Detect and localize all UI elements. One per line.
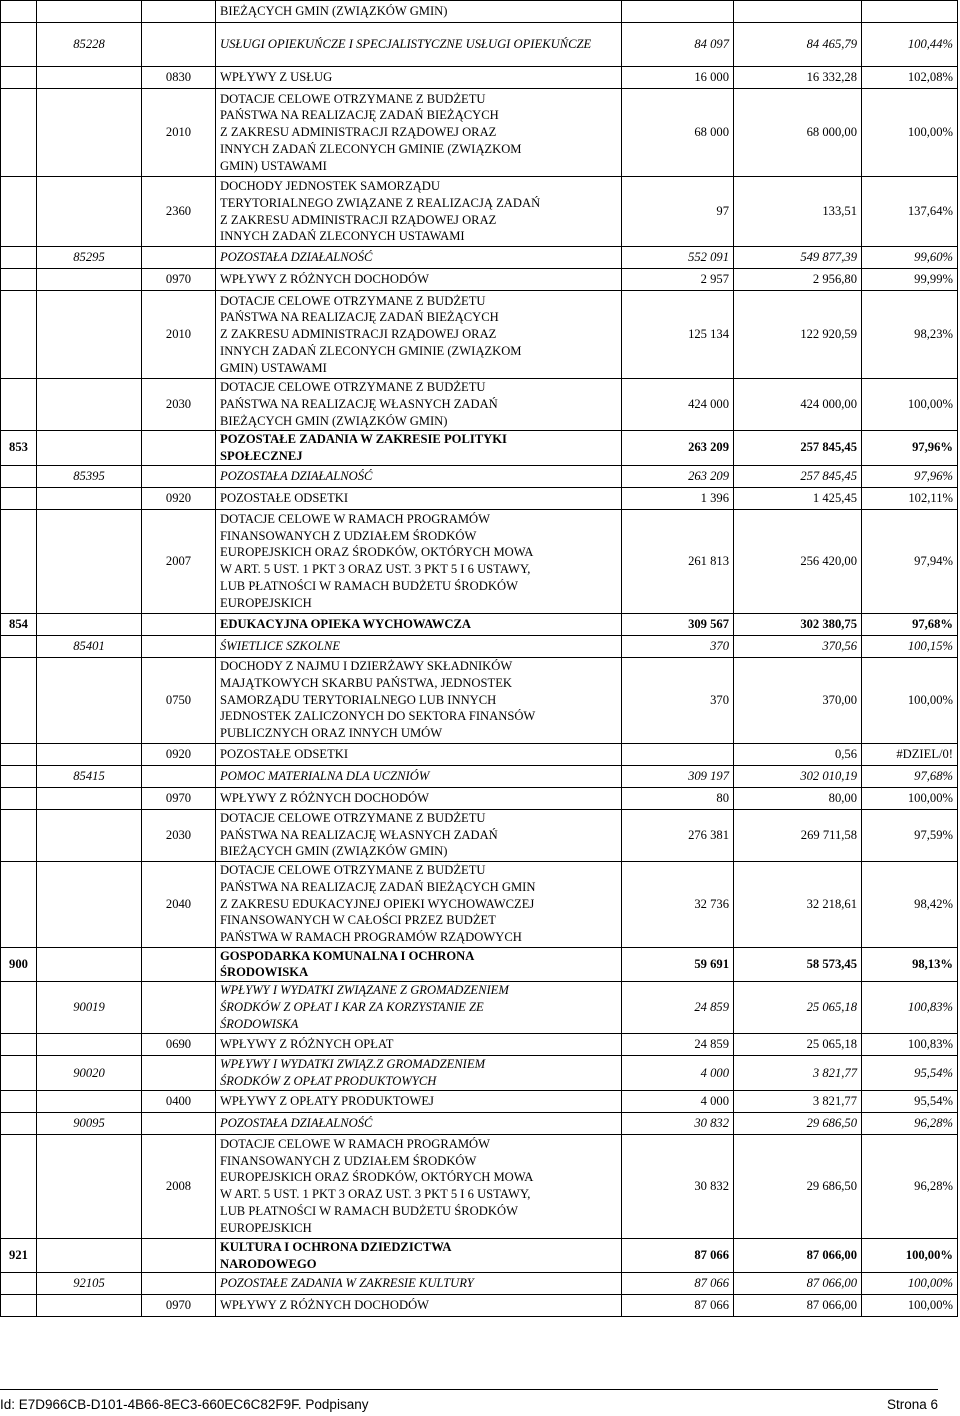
- wykonanie-cell: 133,51: [734, 177, 862, 247]
- paragraf-cell: [142, 613, 216, 635]
- wykonanie-cell: [734, 1, 862, 23]
- plan-cell: 24 859: [622, 982, 734, 1034]
- table-row: [1, 635, 958, 657]
- percent-cell: 100,83%: [862, 982, 958, 1034]
- description-cell: WPŁYWY I WYDATKI ZWIĄZ.Z GROMADZENIEM ŚRODKÓW Z OPŁAT PRODUKTOWYCH: [216, 1056, 622, 1091]
- rozdzial-cell: [37, 1034, 142, 1056]
- wykonanie-cell: 84 465,79: [734, 23, 862, 67]
- rozdzial-cell: 85395: [37, 465, 142, 487]
- dzial-cell: [1, 809, 37, 861]
- description-cell: POZOSTAŁA DZIAŁALNOŚĆ: [216, 247, 622, 269]
- table-row: [1, 1056, 958, 1091]
- percent-cell: 97,96%: [862, 431, 958, 466]
- table-row: [1, 465, 958, 487]
- wykonanie-cell: 257 845,45: [734, 431, 862, 466]
- plan-cell: 263 209: [622, 465, 734, 487]
- paragraf-cell: [142, 765, 216, 787]
- paragraf-cell: [142, 947, 216, 982]
- wykonanie-cell: 87 066,00: [734, 1295, 862, 1317]
- percent-cell: 100,00%: [862, 89, 958, 177]
- paragraf-cell: 0970: [142, 1295, 216, 1317]
- table-row: [1, 291, 958, 379]
- wykonanie-cell: 256 420,00: [734, 509, 862, 613]
- percent-cell: 97,94%: [862, 509, 958, 613]
- description-cell: POZOSTAŁE ZADANIA W ZAKRESIE POLITYKI SPOŁECZNEJ: [216, 431, 622, 466]
- rozdzial-cell: [37, 67, 142, 89]
- dzial-cell: [1, 247, 37, 269]
- table-row: [1, 487, 958, 509]
- table-row: [1, 23, 958, 67]
- wykonanie-cell: 87 066,00: [734, 1273, 862, 1295]
- description-cell: POZOSTAŁE ODSETKI: [216, 487, 622, 509]
- plan-cell: 16 000: [622, 67, 734, 89]
- rozdzial-cell: [37, 1, 142, 23]
- paragraf-cell: [142, 1056, 216, 1091]
- table-row: [1, 1, 958, 23]
- rozdzial-cell: 85415: [37, 765, 142, 787]
- paragraf-cell: 0750: [142, 657, 216, 743]
- wykonanie-cell: 16 332,28: [734, 67, 862, 89]
- wykonanie-cell: 122 920,59: [734, 291, 862, 379]
- description-cell: POZOSTAŁA DZIAŁALNOŚĆ: [216, 1112, 622, 1134]
- plan-cell: [622, 1, 734, 23]
- plan-cell: 276 381: [622, 809, 734, 861]
- dzial-cell: [1, 177, 37, 247]
- paragraf-cell: [142, 1273, 216, 1295]
- paragraf-cell: 2007: [142, 509, 216, 613]
- table-row: [1, 947, 958, 982]
- paragraf-cell: [142, 1, 216, 23]
- wykonanie-cell: 68 000,00: [734, 89, 862, 177]
- percent-cell: 98,23%: [862, 291, 958, 379]
- paragraf-cell: 2010: [142, 291, 216, 379]
- table-row: [1, 1238, 958, 1273]
- wykonanie-cell: 2 956,80: [734, 269, 862, 291]
- wykonanie-cell: 370,00: [734, 657, 862, 743]
- plan-cell: 87 066: [622, 1238, 734, 1273]
- table-row: [1, 743, 958, 765]
- description-cell: WPŁYWY Z OPŁATY PRODUKTOWEJ: [216, 1090, 622, 1112]
- description-cell: WPŁYWY Z RÓŻNYCH OPŁAT: [216, 1034, 622, 1056]
- dzial-cell: [1, 269, 37, 291]
- table-row: [1, 509, 958, 613]
- description-cell: POZOSTAŁE ZADANIA W ZAKRESIE KULTURY: [216, 1273, 622, 1295]
- description-cell: DOCHODY Z NAJMU I DZIERŻAWY SKŁADNIKÓW MAJĄTKOWYCH SKARBU PAŃSTWA, JEDNOSTEK SAMORZĄDU TERYTORIALNEGO LUB INNYCH JEDNOSTEK ZALICZONYCH DO SEKTORA FINANSÓW PUBLICZNYCH ORAZ INNYCH UMÓW: [216, 657, 622, 743]
- plan-cell: 97: [622, 177, 734, 247]
- description-cell: DOTACJE CELOWE OTRZYMANE Z BUDŻETU PAŃSTWA NA REALIZACJĘ ZADAŃ BIEŻĄCYCH Z ZAKRESU ADMINISTRACJI RZĄDOWEJ ORAZ INNYCH ZADAŃ ZLECONYCH GMINIE (ZWIĄZKOM GMIN) USTAWAMI: [216, 291, 622, 379]
- plan-cell: 59 691: [622, 947, 734, 982]
- plan-cell: 2 957: [622, 269, 734, 291]
- rozdzial-cell: [37, 487, 142, 509]
- plan-cell: 32 736: [622, 861, 734, 947]
- dzial-cell: [1, 787, 37, 809]
- page-footer: [0, 1389, 938, 1412]
- table-row: [1, 982, 958, 1034]
- wykonanie-cell: 25 065,18: [734, 1034, 862, 1056]
- rozdzial-cell: 85295: [37, 247, 142, 269]
- description-cell: DOTACJE CELOWE W RAMACH PROGRAMÓW FINANSOWANYCH Z UDZIAŁEM ŚRODKÓW EUROPEJSKICH ORAZ ŚRODKÓW, OKTÓRYCH MOWA W ART. 5 UST. 1 PKT 3 ORAZ UST. 3 PKT 5 I 6 USTAWY, LUB PŁATNOŚCI W RAMACH BUDŻETU ŚRODKÓW EUROPEJSKICH: [216, 509, 622, 613]
- plan-cell: 309 567: [622, 613, 734, 635]
- plan-cell: 68 000: [622, 89, 734, 177]
- percent-cell: 95,54%: [862, 1056, 958, 1091]
- percent-cell: 100,00%: [862, 657, 958, 743]
- paragraf-cell: 2030: [142, 809, 216, 861]
- plan-cell: 30 832: [622, 1134, 734, 1238]
- description-cell: GOSPODARKA KOMUNALNA I OCHRONA ŚRODOWISKA: [216, 947, 622, 982]
- dzial-cell: [1, 89, 37, 177]
- plan-cell: 87 066: [622, 1273, 734, 1295]
- table-row: [1, 765, 958, 787]
- percent-cell: 98,42%: [862, 861, 958, 947]
- percent-cell: 97,68%: [862, 765, 958, 787]
- dzial-cell: [1, 1295, 37, 1317]
- plan-cell: 1 396: [622, 487, 734, 509]
- wykonanie-cell: 29 686,50: [734, 1134, 862, 1238]
- dzial-cell: [1, 487, 37, 509]
- dzial-cell: [1, 1, 37, 23]
- document-id: Id: E7D966CB-D101-4B66-8EC3-660EC6C82F9F. Podpisany: [0, 1397, 369, 1412]
- percent-cell: 100,00%: [862, 379, 958, 431]
- description-cell: WPŁYWY Z RÓŻNYCH DOCHODÓW: [216, 787, 622, 809]
- rozdzial-cell: [37, 177, 142, 247]
- wykonanie-cell: 3 821,77: [734, 1056, 862, 1091]
- percent-cell: 100,00%: [862, 1273, 958, 1295]
- percent-cell: 137,64%: [862, 177, 958, 247]
- description-cell: DOTACJE CELOWE W RAMACH PROGRAMÓW FINANSOWANYCH Z UDZIAŁEM ŚRODKÓW EUROPEJSKICH ORAZ ŚRODKÓW, OKTÓRYCH MOWA W ART. 5 UST. 1 PKT 3 ORAZ UST. 3 PKT 5 I 6 USTAWY, LUB PŁATNOŚCI W RAMACH BUDŻETU ŚRODKÓW EUROPEJSKICH: [216, 1134, 622, 1238]
- rozdzial-cell: 85401: [37, 635, 142, 657]
- dzial-cell: [1, 1056, 37, 1091]
- description-cell: KULTURA I OCHRONA DZIEDZICTWA NARODOWEGO: [216, 1238, 622, 1273]
- paragraf-cell: 2030: [142, 379, 216, 431]
- dzial-cell: [1, 1090, 37, 1112]
- paragraf-cell: [142, 247, 216, 269]
- percent-cell: 100,00%: [862, 1238, 958, 1273]
- description-cell: EDUKACYJNA OPIEKA WYCHOWAWCZA: [216, 613, 622, 635]
- table-row: [1, 613, 958, 635]
- percent-cell: 95,54%: [862, 1090, 958, 1112]
- wykonanie-cell: 257 845,45: [734, 465, 862, 487]
- rozdzial-cell: 85228: [37, 23, 142, 67]
- plan-cell: 309 197: [622, 765, 734, 787]
- paragraf-cell: 2040: [142, 861, 216, 947]
- description-cell: DOCHODY JEDNOSTEK SAMORZĄDU TERYTORIALNEGO ZWIĄZANE Z REALIZACJĄ ZADAŃ Z ZAKRESU ADMINISTRACJI RZĄDOWEJ ORAZ INNYCH ZADAŃ ZLECONYCH USTAWAMI: [216, 177, 622, 247]
- percent-cell: 100,00%: [862, 787, 958, 809]
- wykonanie-cell: 302 380,75: [734, 613, 862, 635]
- table-row: [1, 1112, 958, 1134]
- description-cell: DOTACJE CELOWE OTRZYMANE Z BUDŻETU PAŃSTWA NA REALIZACJĘ ZADAŃ BIEŻĄCYCH Z ZAKRESU ADMINISTRACJI RZĄDOWEJ ORAZ INNYCH ZADAŃ ZLECONYCH GMINIE (ZWIĄZKOM GMIN) USTAWAMI: [216, 89, 622, 177]
- paragraf-cell: 0920: [142, 743, 216, 765]
- plan-cell: 30 832: [622, 1112, 734, 1134]
- table-row: [1, 247, 958, 269]
- table-row: [1, 269, 958, 291]
- dzial-cell: [1, 465, 37, 487]
- percent-cell: 100,15%: [862, 635, 958, 657]
- rozdzial-cell: [37, 509, 142, 613]
- wykonanie-cell: 370,56: [734, 635, 862, 657]
- paragraf-cell: 0920: [142, 487, 216, 509]
- dzial-cell: 921: [1, 1238, 37, 1273]
- table-row: [1, 787, 958, 809]
- table-row: [1, 431, 958, 466]
- rozdzial-cell: [37, 613, 142, 635]
- paragraf-cell: 2010: [142, 89, 216, 177]
- wykonanie-cell: 3 821,77: [734, 1090, 862, 1112]
- wykonanie-cell: 32 218,61: [734, 861, 862, 947]
- dzial-cell: [1, 1134, 37, 1238]
- rozdzial-cell: [37, 1134, 142, 1238]
- dzial-cell: [1, 861, 37, 947]
- paragraf-cell: [142, 23, 216, 67]
- dzial-cell: [1, 635, 37, 657]
- rozdzial-cell: [37, 431, 142, 466]
- percent-cell: 96,28%: [862, 1134, 958, 1238]
- rozdzial-cell: [37, 1295, 142, 1317]
- plan-cell: 263 209: [622, 431, 734, 466]
- dzial-cell: 854: [1, 613, 37, 635]
- wykonanie-cell: 25 065,18: [734, 982, 862, 1034]
- dzial-cell: [1, 67, 37, 89]
- paragraf-cell: 0690: [142, 1034, 216, 1056]
- paragraf-cell: [142, 1112, 216, 1134]
- table-row: [1, 657, 958, 743]
- paragraf-cell: [142, 1238, 216, 1273]
- paragraf-cell: 2008: [142, 1134, 216, 1238]
- table-row: [1, 1273, 958, 1295]
- dzial-cell: 853: [1, 431, 37, 466]
- percent-cell: 100,44%: [862, 23, 958, 67]
- table-row: [1, 861, 958, 947]
- rozdzial-cell: [37, 787, 142, 809]
- rozdzial-cell: [37, 89, 142, 177]
- paragraf-cell: [142, 982, 216, 1034]
- dzial-cell: 900: [1, 947, 37, 982]
- description-cell: WPŁYWY I WYDATKI ZWIĄZANE Z GROMADZENIEM ŚRODKÓW Z OPŁAT I KAR ZA KORZYSTANIE ZE ŚRODOWISKA: [216, 982, 622, 1034]
- table-row: [1, 1090, 958, 1112]
- percent-cell: 97,96%: [862, 465, 958, 487]
- rozdzial-cell: [37, 657, 142, 743]
- plan-cell: 552 091: [622, 247, 734, 269]
- paragraf-cell: 0830: [142, 67, 216, 89]
- paragraf-cell: 0970: [142, 269, 216, 291]
- table-row: [1, 89, 958, 177]
- percent-cell: 96,28%: [862, 1112, 958, 1134]
- dzial-cell: [1, 657, 37, 743]
- percent-cell: 97,68%: [862, 613, 958, 635]
- plan-cell: 125 134: [622, 291, 734, 379]
- percent-cell: [862, 1, 958, 23]
- wykonanie-cell: 29 686,50: [734, 1112, 862, 1134]
- rozdzial-cell: [37, 1090, 142, 1112]
- plan-cell: 261 813: [622, 509, 734, 613]
- plan-cell: 424 000: [622, 379, 734, 431]
- percent-cell: 97,59%: [862, 809, 958, 861]
- description-cell: WPŁYWY Z RÓŻNYCH DOCHODÓW: [216, 1295, 622, 1317]
- dzial-cell: [1, 379, 37, 431]
- dzial-cell: [1, 982, 37, 1034]
- plan-cell: 87 066: [622, 1295, 734, 1317]
- paragraf-cell: [142, 635, 216, 657]
- rozdzial-cell: [37, 269, 142, 291]
- description-cell: DOTACJE CELOWE OTRZYMANE Z BUDŻETU PAŃSTWA NA REALIZACJĘ WŁASNYCH ZADAŃ BIEŻĄCYCH GMIN (ZWIĄZKÓW GMIN): [216, 809, 622, 861]
- table-row: [1, 177, 958, 247]
- table-row: [1, 67, 958, 89]
- description-cell: DOTACJE CELOWE OTRZYMANE Z BUDŻETU PAŃSTWA NA REALIZACJĘ WŁASNYCH ZADAŃ BIEŻĄCYCH GMIN (ZWIĄZKÓW GMIN): [216, 379, 622, 431]
- paragraf-cell: 0970: [142, 787, 216, 809]
- description-cell: USŁUGI OPIEKUŃCZE I SPECJALISTYCZNE USŁUGI OPIEKUŃCZE: [216, 23, 622, 67]
- wykonanie-cell: 424 000,00: [734, 379, 862, 431]
- wykonanie-cell: 87 066,00: [734, 1238, 862, 1273]
- table-row: [1, 379, 958, 431]
- plan-cell: 84 097: [622, 23, 734, 67]
- rozdzial-cell: [37, 291, 142, 379]
- rozdzial-cell: 90019: [37, 982, 142, 1034]
- rozdzial-cell: [37, 743, 142, 765]
- percent-cell: 99,99%: [862, 269, 958, 291]
- description-cell: WPŁYWY Z RÓŻNYCH DOCHODÓW: [216, 269, 622, 291]
- percent-cell: 100,00%: [862, 1295, 958, 1317]
- percent-cell: 102,08%: [862, 67, 958, 89]
- dzial-cell: [1, 23, 37, 67]
- paragraf-cell: [142, 431, 216, 466]
- table-row: [1, 809, 958, 861]
- wykonanie-cell: 269 711,58: [734, 809, 862, 861]
- table-row: [1, 1295, 958, 1317]
- rozdzial-cell: [37, 1238, 142, 1273]
- dzial-cell: [1, 743, 37, 765]
- wykonanie-cell: 58 573,45: [734, 947, 862, 982]
- wykonanie-cell: 549 877,39: [734, 247, 862, 269]
- rozdzial-cell: [37, 379, 142, 431]
- wykonanie-cell: 80,00: [734, 787, 862, 809]
- description-cell: WPŁYWY Z USŁUG: [216, 67, 622, 89]
- plan-cell: [622, 743, 734, 765]
- percent-cell: 98,13%: [862, 947, 958, 982]
- description-cell: DOTACJE CELOWE OTRZYMANE Z BUDŻETU PAŃSTWA NA REALIZACJĘ ZADAŃ BIEŻĄCYCH GMIN Z ZAKRESU EDUKACYJNEJ OPIEKI WYCHOWAWCZEJ FINANSOWANYCH W CAŁOŚCI PRZEZ BUDŻET PAŃSTWA W RAMACH PROGRAMÓW RZĄDOWYCH: [216, 861, 622, 947]
- paragraf-cell: 0400: [142, 1090, 216, 1112]
- rozdzial-cell: [37, 861, 142, 947]
- description-cell: BIEŻĄCYCH GMIN (ZWIĄZKÓW GMIN): [216, 1, 622, 23]
- plan-cell: 370: [622, 657, 734, 743]
- wykonanie-cell: 1 425,45: [734, 487, 862, 509]
- rozdzial-cell: 90020: [37, 1056, 142, 1091]
- percent-cell: 100,83%: [862, 1034, 958, 1056]
- dzial-cell: [1, 765, 37, 787]
- dzial-cell: [1, 1112, 37, 1134]
- rozdzial-cell: [37, 809, 142, 861]
- percent-cell: 99,60%: [862, 247, 958, 269]
- dzial-cell: [1, 1034, 37, 1056]
- page-number: Strona 6: [886, 1397, 938, 1412]
- plan-cell: 4 000: [622, 1056, 734, 1091]
- dzial-cell: [1, 509, 37, 613]
- percent-cell: #DZIEL/0!: [862, 743, 958, 765]
- paragraf-cell: 2360: [142, 177, 216, 247]
- description-cell: POZOSTAŁE ODSETKI: [216, 743, 622, 765]
- plan-cell: 80: [622, 787, 734, 809]
- plan-cell: 4 000: [622, 1090, 734, 1112]
- paragraf-cell: [142, 465, 216, 487]
- rozdzial-cell: [37, 947, 142, 982]
- description-cell: POZOSTAŁA DZIAŁALNOŚĆ: [216, 465, 622, 487]
- description-cell: POMOC MATERIALNA DLA UCZNIÓW: [216, 765, 622, 787]
- rozdzial-cell: 90095: [37, 1112, 142, 1134]
- dzial-cell: [1, 1273, 37, 1295]
- rozdzial-cell: 92105: [37, 1273, 142, 1295]
- dzial-cell: [1, 291, 37, 379]
- percent-cell: 102,11%: [862, 487, 958, 509]
- table-row: [1, 1034, 958, 1056]
- table-row: [1, 1134, 958, 1238]
- plan-cell: 24 859: [622, 1034, 734, 1056]
- plan-cell: 370: [622, 635, 734, 657]
- wykonanie-cell: 0,56: [734, 743, 862, 765]
- wykonanie-cell: 302 010,19: [734, 765, 862, 787]
- description-cell: ŚWIETLICE SZKOLNE: [216, 635, 622, 657]
